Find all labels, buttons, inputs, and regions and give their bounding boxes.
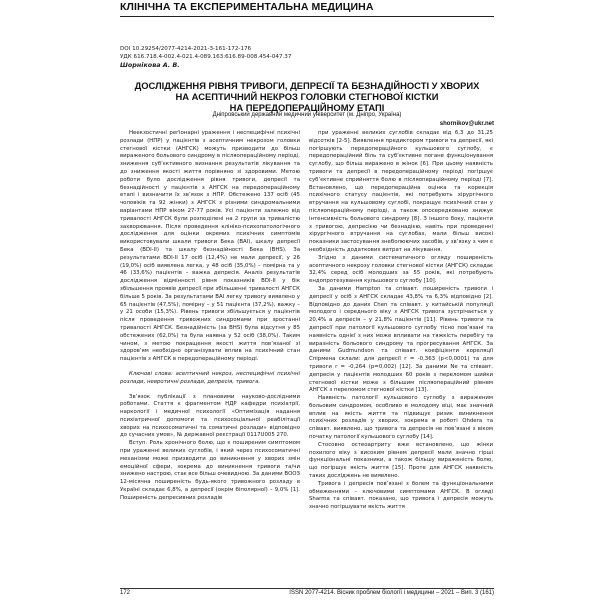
keywords: Ключові слова: асептичний некроз, неспецифічні психічні розлади, невротичні розлади, депресія, тривога. [120,370,300,385]
left-column [120,130,300,503]
title-line: НА АСЕПТИЧНИЙ НЕКРОЗ ГОЛОВКИ СТЕГНОВОЇ КІСТКИ [175,91,439,103]
title-line: ДОСЛІДЖЕННЯ РІВНЯ ТРИВОГИ, ДЕПРЕСІЇ ТА БЕЗНАДІЙНОСТІ У ХВОРИХ [134,80,480,91]
paragraph: Вступ. Роль хронічного болю, що є поширеним симптомом при ураженні великих суглобів, і який через психосоматичні механізми може призводити до виникнення у хворих змін емоційної сфери, зокрема до виникнення тривоги та/чи знижено настрою, стає все більш очевидною. За даними ВООЗ 12-місячна поширеність будь-якого тривожного розладу в Україні складає 6,8%, а депресії (окрім біполярної) – 9,0% [1]. Поширеність депресивних розладів [120,440,301,501]
article-title [120,80,494,114]
udc: УДК 616.718.4-002.4-021.4-089.163:616.89-008.454-047.37 [120,54,292,60]
author: Шорнікова А. В. [120,61,180,69]
section-title: КЛІНІЧНА ТА ЕКСПЕРИМЕНТАЛЬНА МЕДИЦИНА [120,1,374,13]
paragraph: Наявність патології кульшового суглобу з вираженим больовим синдромом, особливо в молодому віці, має значний вплив на якість життя та підвищує ризик виникнення психічних розладів у хворих, зокрема в роботі Ohdera та співавт. виявлено, що тривога та депресія не пов’язані з віком початку патології кульшового суглобу [14]. [309,395,493,441]
title-line: НА ПЕРЕДОПЕРАЦІЙНОМУ ЕТАПІ [229,102,385,114]
abstract-paragraph: Неекзостичні реґіонарні ураження і неспецифічні психічні розлади (НПР) у пацієнтів з асептичним некрозом головки стегнової кістки (АНГСК) можуть призводити до більш вираженого больового синдрому в післяопераційному періоді, зниження суб’єктивного визнання результатів лікування та до зниження якості життя порівняно зі здоровими. Метою роботи було дослідження рівня тривоги, депресії та безнадійності у пацієнтів з АНГСК на передопераційному етапі і визначити їх зв’язок з НПР. Обстежено 137 осіб (45 чоловіків та 92 жінки) з АНГСК з різними синдромальними варіантами НПР віком 27-77 років. Усі пацієнти залежно від тривалості АНГСК були розподілені на 2 групи за тривалістю захворювання. Після проведення клініко-психопатологічного дослідження для оцінки окремих психічних симптомів використовували шкали тривоги Бека (BAI), шкалу депресії Бека (BDI-II) та шкалу безнадійності Бека (BHS). За результатами BDI-II 17 осіб (12,4%) не мали депресії, у 26 (19,0%) осіб виявлена легка, у 48 осіб (35,0%) – помірна та у 46 (33,6%) пацієнтів – важка депресія. Аналіз результатів дослідження відмінності рівня показників BDI-II у бік збільшення проявів депресії при збільшенні тривалості АНГСК більше 5 років. За результатами BAI легку тривогу виявлено у 65 пацієнтів (47,5%), помірну – у 51 пацієнта (37,2%), важку – у 21 особи (15,3%). Рівень тривоги збільшується у пацієнтів після проведення тривожних синдромами при зростанні тривалості АНГСК. Безнадійність (за BHS) була відсутня у 85 обстежених (62,0%) та була наявна у 52 осіб (38,0%). Таким чином, з метою покращення якості життя пов’язаної зі здоров’ям необхідно організувати вплив на психічний стан пацієнтів з АНГСК в передопераційному періоді. [120,130,300,363]
journal-info: ISSN 2077-4214. Вісник проблем біології і медицини – 2021 – Вип. 3 (161) [289,590,494,596]
right-column [309,130,493,512]
paragraph: Зв’язок публікації з плановими науково-дослідними роботами. Стаття є фрагментом НДР кафедри психіатрії, наркології і медичної психології «Оптимізація надання психіатричної допомоги та психосоціальної реабілітації хворих на психосоматичні та соматичні розлади» відповідно до сучасних умов», № державної реєстрації 0117U005 270. [120,393,300,439]
paragraph: Згідно з даними систематичного огляду поширеність асептичного некрозу головки стегнової кістки (АНГСК) складає 32,4% серед осіб молодших за 55 років, які потребують ендопротезування кульшового суглобу [10]. [309,254,493,285]
paragraph: при ураженні великих суглобів складає від 6,3 до 31,25 відсотків [2-5]. Виявлення предиктором тривоги та депресії, які погіршують передопераційного кульшового суглобу, є передопераційний біль та суб’єктивне погане функціонування суглобу, що більш виражено в жінок [6]. При цьому наявність тривоги та депресії в передопераційному періоді погіршує суб’єктивне сприйняття болю в післяопераційному періоді [7]. Встановлено, що передопераційна оцінка та корекція психічного статусу пацієнтів, які потребують хірургічного втручання на кульшовому суглобі, покращує психічний стан у післяопераційному періоді, а також опосередковано знижує інтенсивність больового синдрому [8]. З іншого боку, пацієнти з тривогою, депресією чи безнадією, навіть при проведенні хірургічного втручання на суглобах, мали більш високі показники застосування знеболюючих засобів, у зв’язку з чим є необхідність додаткових витрат на лікування. [309,130,493,253]
paragraph: Тривога і депресія пов’язані з болем та функціональними обмеженнями – ключовими симптомами АНГСК. В огляді Sharma та співавт. показано, що тривога і депресія можуть значно погіршувати якість життя [309,480,493,511]
paragraph: Стосовно остеоартриту вже встановлено, що жінки похилого віку з високим рівнем депресії мали значно гірші функціональні показники, а також більшу вираженість болю, що погіршує якість життя [15]. Проте для АНГСК наявність таких досліджень не виявлено. [309,441,493,480]
header-rule [120,16,494,17]
doi: DOI 10.29254/2077-4214-2021-3-161-172-176 [120,46,252,52]
email: shornikov@ukr.net [439,121,494,127]
affiliation: Дніпровський державний медичний університет (м. Дніпро, Україна) [212,112,402,118]
footer-rule [120,588,494,589]
page-number: 172 [120,590,131,596]
paragraph: За даними Hampton та співавт. поширеність тривоги і депресії у осіб з АНГСК складає 43,8% та 6,3% відповідно [2]. Відповідно до даних Chen та співавт. у китайській популяції молодого і середнього віку з АНГСК тривога зустрічається у 20,4% а депресія – у 21,8% пацієнтів [11]. Рівень тривоги та депресії при патології кульшового суглобу тісно пов’язані та наявність однієї з них може впливати на тяжкість перебігу та виразність больового синдрому та прогресування АНГСК. За даними Gudmundson та співавт. коефіцієнти кореляції Спірмена склали: для депресії r = -0,363 (p<0,0001) та для тривоги r = -0,264 (p=0,002) [12]. За даними Ne та співавт. депресія у пацієнтів молодших 60 років з переломом шийки стегнової кістки може з більшим післяопераційний рівнем АНГСК з переломом стегнової кістки [13]. [309,285,493,394]
